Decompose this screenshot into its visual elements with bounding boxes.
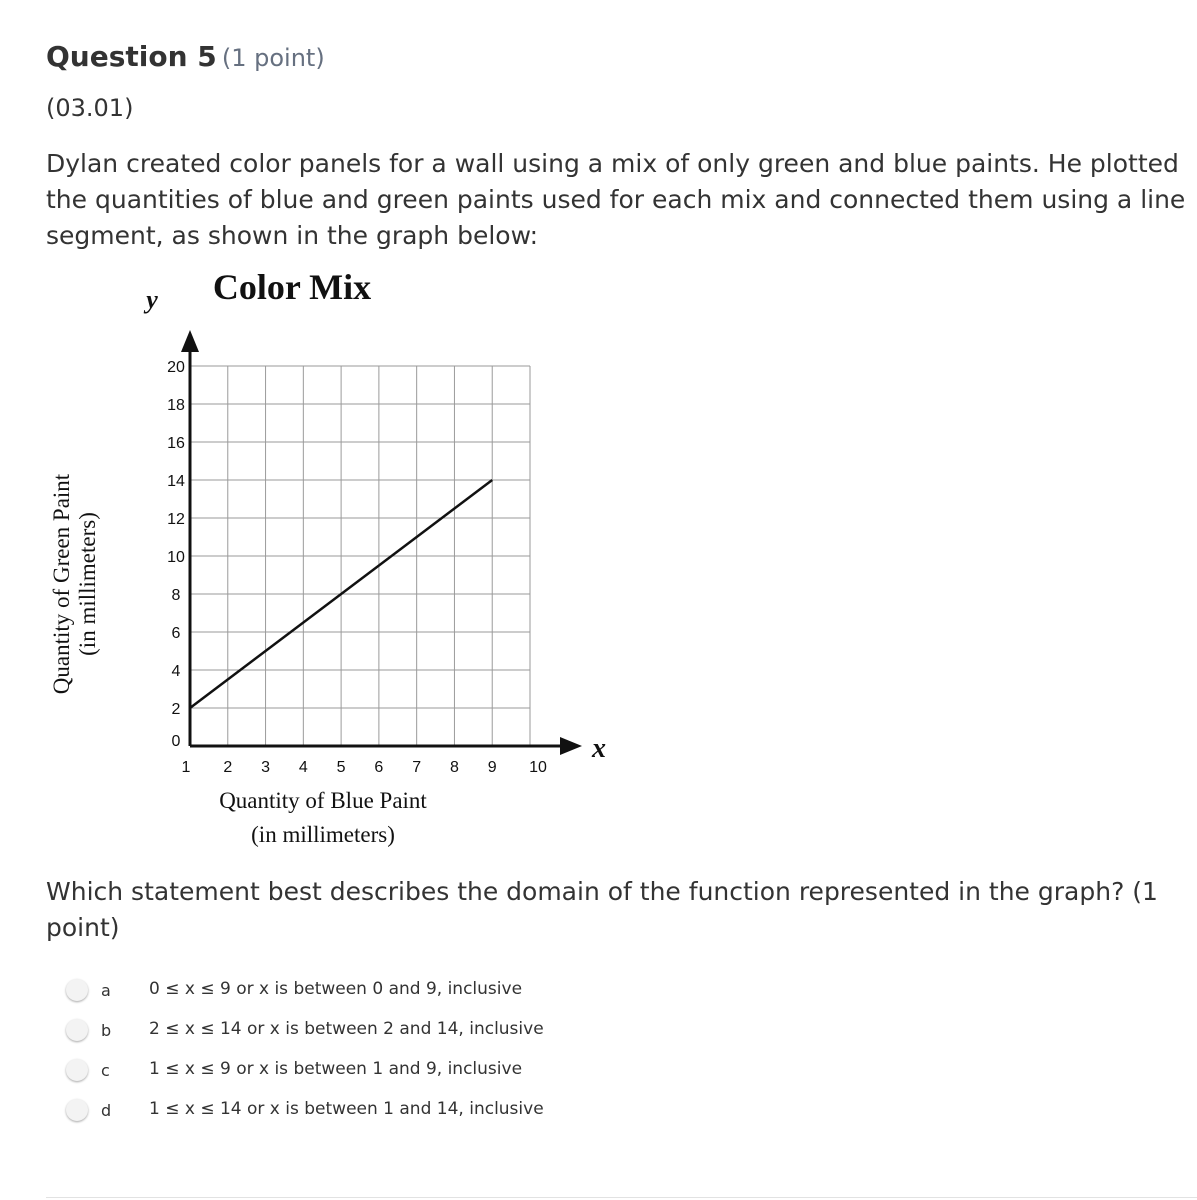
x-axis-label-line1: Quantity of Blue Paint [219, 788, 427, 813]
question-code: (03.01) [46, 94, 134, 122]
x-tick-label-6: 6 [374, 759, 384, 776]
y-tick-label-4: 4 [171, 663, 181, 680]
y-axis-label-line1: Quantity of Green Paint [49, 473, 74, 695]
x-axis-letter: x [592, 733, 606, 764]
choice-b[interactable] [66, 1010, 666, 1050]
choice-d-text: 1 ≤ x ≤ 14 or x is between 1 and 14, inclusive [149, 1099, 544, 1119]
question-prompt: Dylan created color panels for a wall using a mix of only green and blue paints. He plotted the quantities of blue and green paints used for each mix and connected them using a line segment, as shown in the graph below: [46, 149, 1186, 250]
chart-title: Color Mix [212, 267, 372, 307]
y-axis-label-line2: (in millimeters) [75, 512, 100, 656]
x-tick-label-9: 9 [487, 759, 497, 776]
x-tick-label-1: 1 [181, 759, 191, 776]
question-text: Which statement best describes the domain of the function represented in the graph? (1 point) [46, 877, 1158, 942]
chart-axes [181, 330, 582, 755]
x-tick-label-7: 7 [412, 759, 422, 776]
x-tick-label-2: 2 [223, 759, 233, 776]
choice-a-radio[interactable] [66, 979, 88, 1001]
color-mix-chart [40, 262, 606, 862]
question-header [46, 40, 325, 73]
choice-c[interactable] [66, 1050, 666, 1090]
x-axis-arrow [560, 737, 582, 755]
choice-b-letter: b [101, 1021, 112, 1040]
choice-c-radio[interactable] [66, 1059, 88, 1081]
y-axis-arrow [181, 330, 199, 352]
bottom-divider [46, 1197, 1197, 1198]
choice-b-text: 2 ≤ x ≤ 14 or x is between 2 and 14, inclusive [149, 1019, 544, 1039]
choice-b-radio[interactable] [66, 1019, 88, 1041]
question-points: (1 point) [221, 44, 325, 72]
choice-d-radio[interactable] [66, 1099, 88, 1121]
chart-grid [190, 366, 530, 746]
y-tick-label-2: 2 [171, 701, 181, 718]
choice-a-text: 0 ≤ x ≤ 9 or x is between 0 and 9, inclusive [149, 979, 523, 999]
y-tick-label-10: 10 [167, 549, 185, 566]
question-title: Question 5 [46, 40, 217, 73]
x-tick-label-3: 3 [261, 759, 271, 776]
choice-d[interactable] [66, 1090, 666, 1130]
x-tick-label-10: 10 [529, 759, 547, 776]
x-tick-label-4: 4 [298, 759, 308, 776]
x-tick-label-5: 5 [336, 759, 346, 776]
y-tick-label-14: 14 [167, 473, 185, 490]
choice-d-letter: d [101, 1101, 112, 1120]
choice-a-letter: a [101, 981, 111, 1000]
y-tick-label-6: 6 [171, 625, 181, 642]
chart-tick-labels [167, 359, 547, 776]
choice-c-text: 1 ≤ x ≤ 9 or x is between 1 and 9, inclusive [149, 1059, 523, 1079]
x-tick-label-8: 8 [449, 759, 459, 776]
y-tick-label-12: 12 [167, 511, 185, 528]
choice-a[interactable] [66, 970, 666, 1010]
y-tick-label-0: 0 [171, 733, 181, 750]
x-axis-label-line2: (in millimeters) [251, 822, 395, 847]
y-tick-label-16: 16 [167, 435, 185, 452]
choice-c-letter: c [101, 1061, 110, 1080]
y-axis-letter: y [146, 285, 158, 314]
y-tick-label-8: 8 [171, 587, 181, 604]
y-tick-label-20: 20 [167, 359, 185, 376]
y-tick-label-18: 18 [167, 397, 185, 414]
